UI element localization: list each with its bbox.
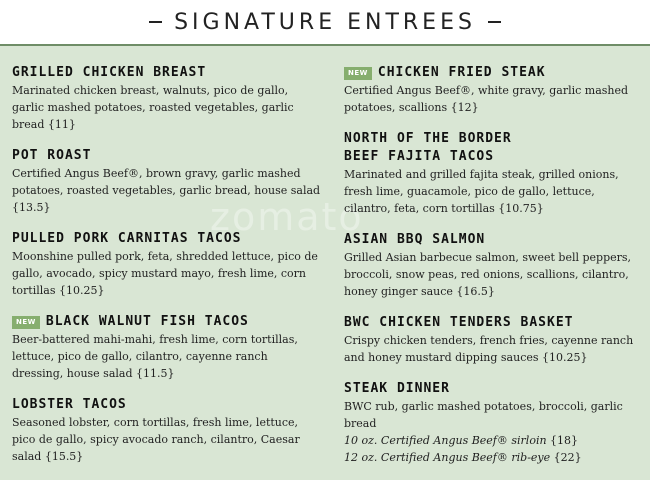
new-badge: NEW — [344, 67, 372, 80]
menu-header — [0, 0, 650, 46]
menu-item-steak-dinner — [344, 380, 644, 466]
menu-item-grilled-chicken — [12, 64, 322, 133]
item-description: Certified Angus Beef®, brown gravy, garlic mashed potatoes, roasted vegetables, garlic bread, house salad {13.5} — [12, 167, 321, 214]
section-title-text: SIGNATURE ENTREES — [174, 9, 476, 35]
menu-item-fish-tacos — [12, 313, 322, 382]
item-name: ASIAN BBQ SALMON — [344, 232, 486, 247]
item-description: BWC rub, garlic mashed potatoes, broccoli, garlic bread — [344, 400, 623, 430]
title-rule-right — [488, 21, 501, 23]
title-rule-left — [149, 21, 162, 23]
item-description: Grilled Asian barbecue salmon, sweet bell peppers, broccoli, snow peas, red onions, scallions, cilantro, honey ginger sauce {16.5} — [344, 251, 632, 298]
item-name: CHICKEN FRIED STEAK — [377, 65, 546, 80]
menu-item-chicken-fried-steak — [344, 64, 644, 116]
item-description: Certified Angus Beef®, white gravy, garlic mashed potatoes, scallions {12} — [344, 84, 629, 114]
item-name: POT ROAST — [12, 148, 92, 163]
steak-option-sirloin — [344, 432, 644, 449]
menu-column-left — [12, 64, 322, 479]
item-name: LOBSTER TACOS — [12, 397, 127, 412]
item-description: Seasoned lobster, corn tortillas, fresh lime, lettuce, pico de gallo, spicy avocado ranch, cilantro, Caesar salad {15.5} — [12, 416, 300, 463]
item-description: Moonshine pulled pork, feta, shredded lettuce, pico de gallo, avocado, spicy mustard mayo, fresh lime, corn tortillas {10.25} — [12, 250, 318, 297]
item-description: Crispy chicken tenders, french fries, cayenne ranch and honey mustard dipping sauces {10.25} — [344, 334, 634, 364]
item-name-line1: NORTH OF THE BORDER — [344, 131, 512, 146]
item-name-line2: BEEF FAJITA TACOS — [344, 149, 495, 164]
option-price: {22} — [553, 451, 582, 464]
item-name: GRILLED CHICKEN BREAST — [12, 65, 207, 80]
watermark: zomato — [210, 195, 364, 239]
menu-column-right — [344, 64, 644, 480]
menu-item-pulled-pork-tacos — [12, 230, 322, 299]
item-description: Beer-battered mahi-mahi, fresh lime, corn tortillas, lettuce, pico de gallo, cilantro, cayenne ranch dressing, house salad {11.5} — [12, 333, 298, 380]
item-name: BWC CHICKEN TENDERS BASKET — [344, 315, 574, 330]
menu-item-bbq-salmon — [344, 231, 644, 300]
option-label: 12 oz. Certified Angus Beef® rib-eye — [344, 451, 551, 464]
menu-item-chicken-tenders — [344, 314, 644, 366]
steak-option-ribeye — [344, 449, 644, 466]
menu-item-lobster-tacos — [12, 396, 322, 465]
item-name: STEAK DINNER — [344, 381, 450, 396]
item-name: BLACK WALNUT FISH TACOS — [45, 314, 249, 329]
section-title — [137, 10, 513, 35]
item-description: Marinated chicken breast, walnuts, pico de gallo, garlic mashed potatoes, roasted vegetables, garlic bread {11} — [12, 84, 294, 131]
menu-item-pot-roast — [12, 147, 322, 216]
option-label: 10 oz. Certified Angus Beef® sirloin — [344, 434, 547, 447]
item-name: PULLED PORK CARNITAS TACOS — [12, 231, 242, 246]
new-badge: NEW — [12, 316, 40, 329]
menu-item-fajita-tacos — [344, 130, 644, 217]
item-description: Marinated and grilled fajita steak, grilled onions, fresh lime, guacamole, pico de gallo, lettuce, cilantro, feta, corn tortillas {10.75} — [344, 168, 619, 215]
option-price: {18} — [550, 434, 579, 447]
